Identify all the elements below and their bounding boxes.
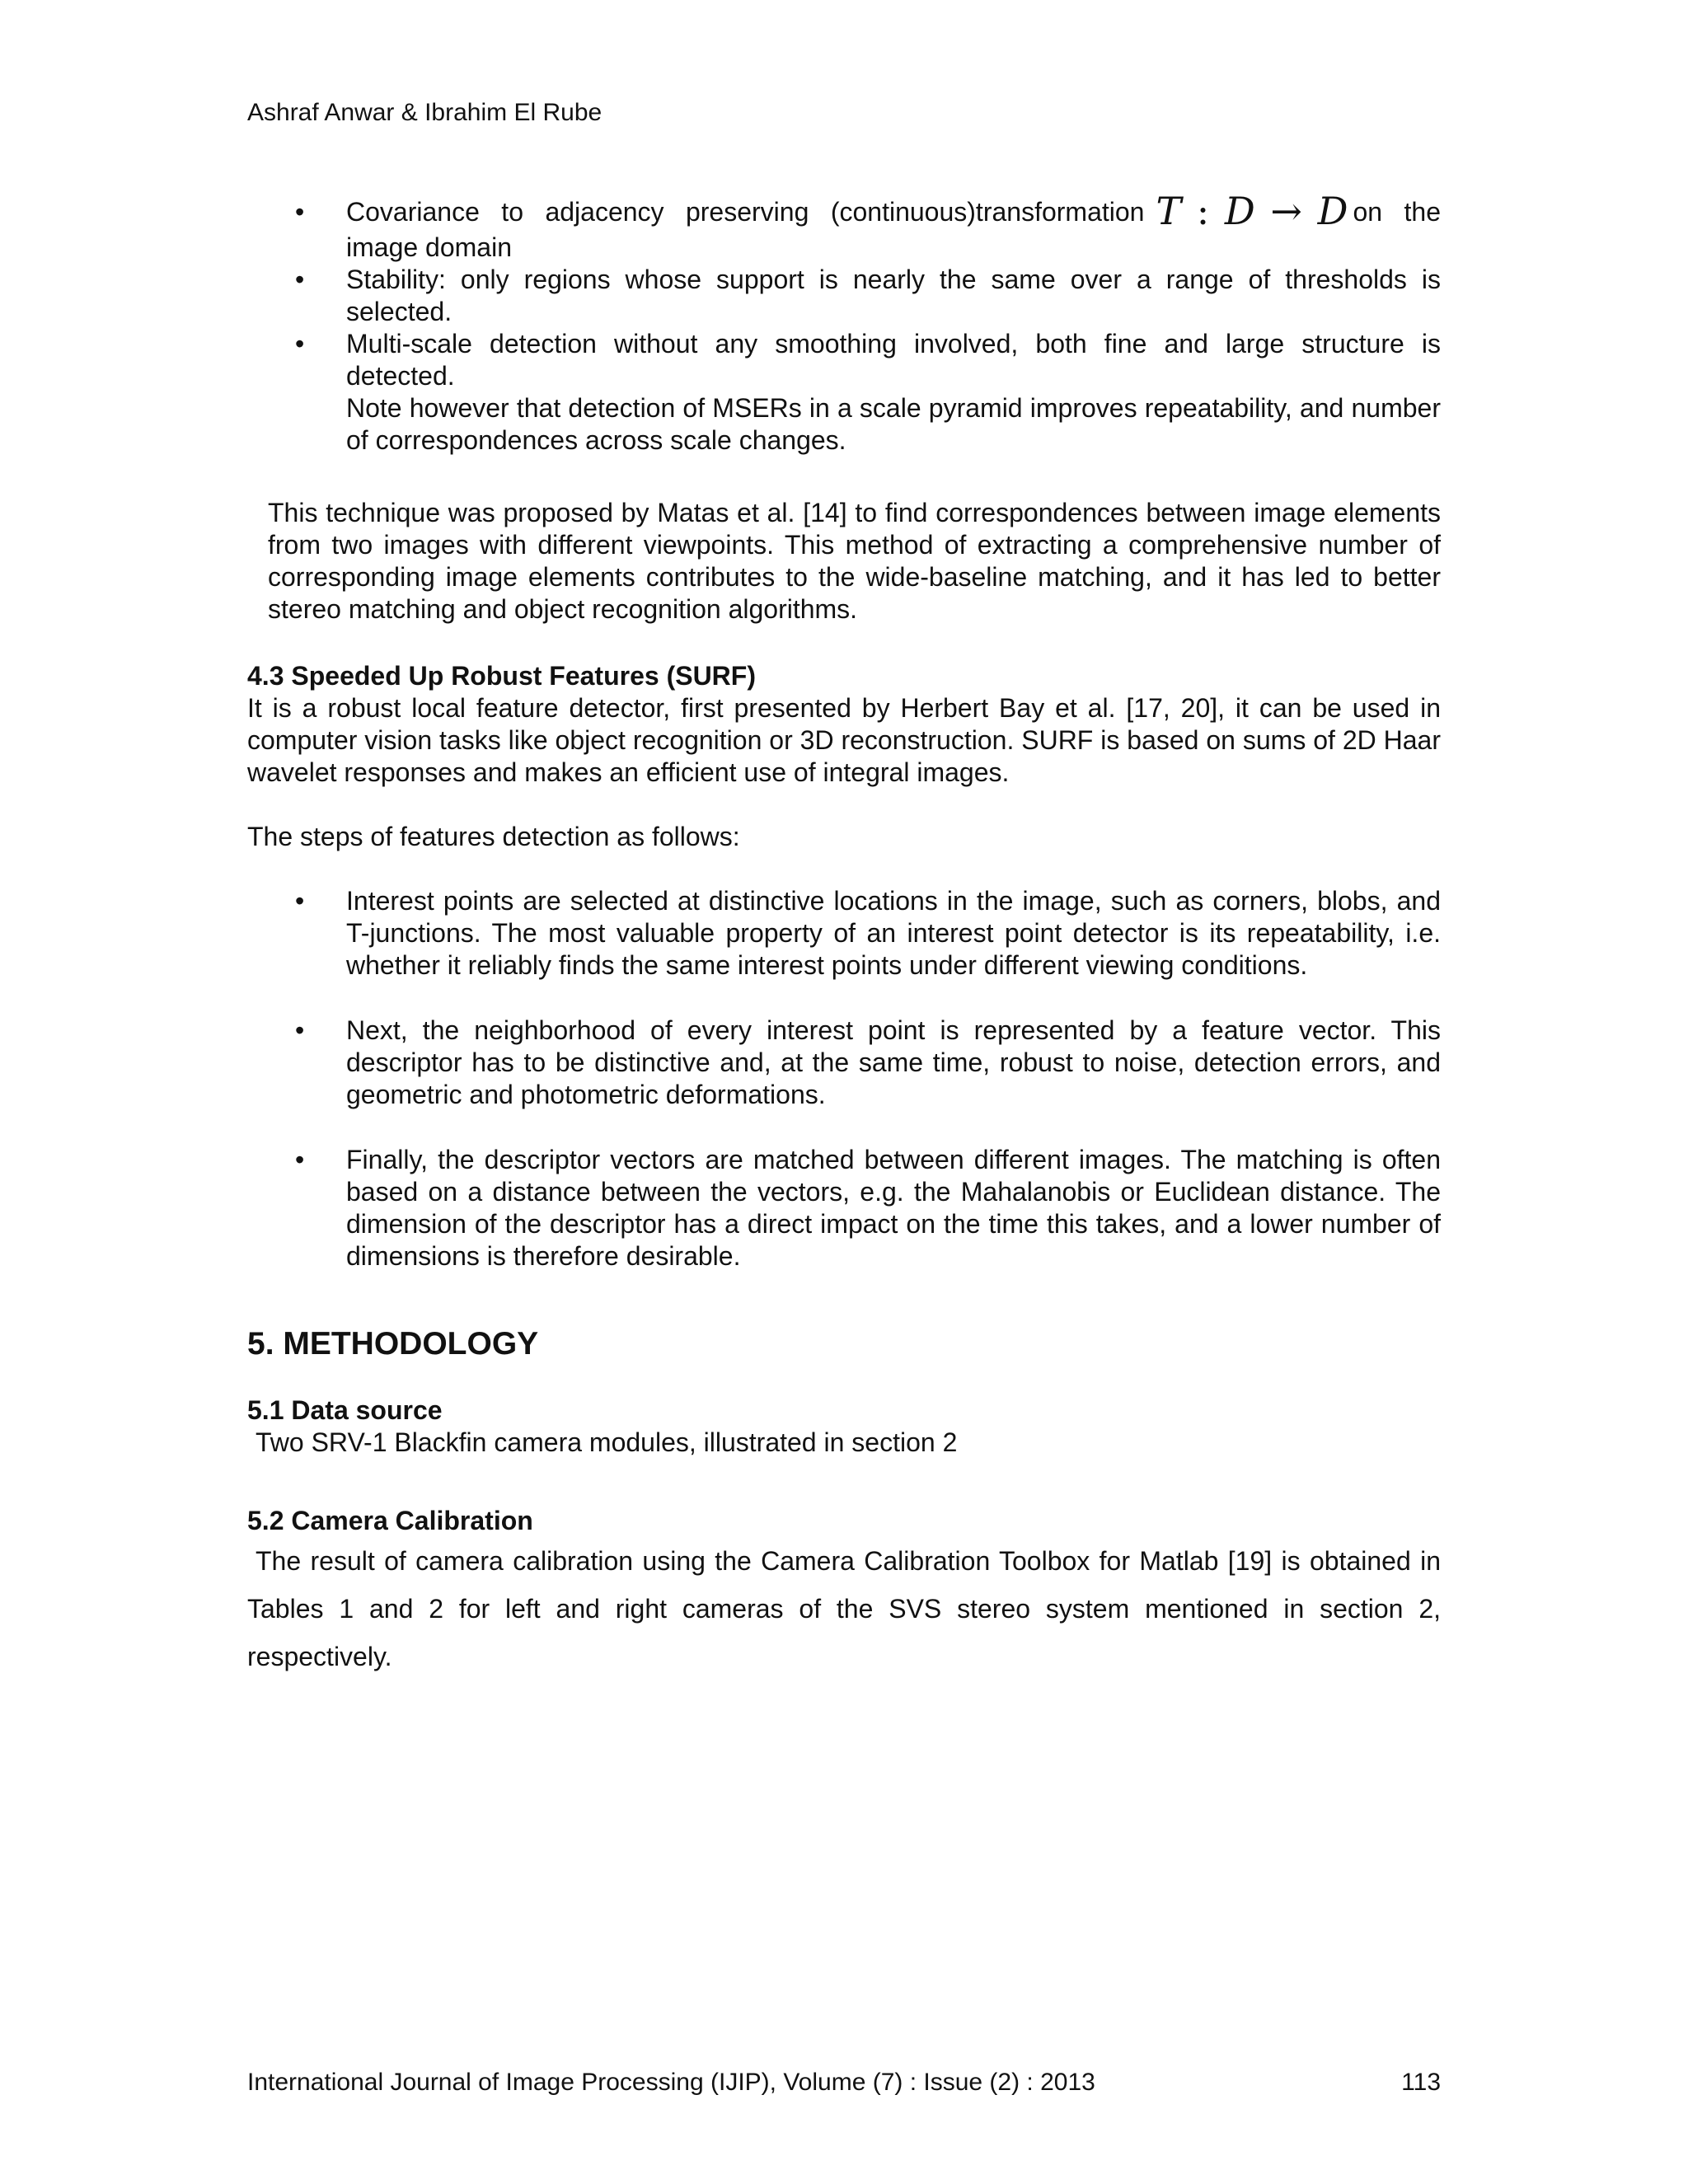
bullet-icon: • [295, 886, 305, 916]
list-item [247, 189, 1442, 264]
bullet-text: Interest points are selected at distinctive locations in the image, such as corners, blobs, and T-junctions. The most valuable property of an interest point detector is its repeatability, i.e. whether it reliably finds the same interest points under different viewing conditions. [346, 886, 1441, 980]
bullet-icon: • [295, 265, 305, 294]
list-item [247, 1144, 1441, 1272]
bullet-text: Next, the neighborhood of every interest point is represented by a feature vector. This descriptor has to be distinctive and, at the same time, robust to noise, detection errors, and geometric and photometric deformations. [346, 1015, 1441, 1109]
section-5-1-heading: 5.1 Data source [247, 1395, 443, 1425]
list-item [247, 1015, 1441, 1111]
math-D: D [1317, 189, 1350, 233]
math-T: T [1156, 189, 1184, 233]
bullet-text: Covariance to adjacency preserving (continuous)transformation [346, 197, 1145, 227]
list-item [247, 885, 1441, 982]
bullet-text: Stability: only regions whose support is nearly the same over a range of thresholds is selected. [346, 265, 1441, 326]
bullet-text: Finally, the descriptor vectors are matched between different images. The matching is often based on a distance between the vectors, e.g. the Mahalanobis or Euclidean distance. The dimension of the descriptor has a direct impact on the time this takes, and a lower number of dimensions is therefore desirable. [346, 1145, 1441, 1271]
bullet-icon: • [295, 1015, 305, 1045]
data-source-text: Two SRV-1 Blackfin camera modules, illustrated in section 2 [256, 1427, 958, 1457]
bullet-text: on the image domain [346, 197, 1442, 262]
bullet-icon: • [295, 197, 305, 227]
transformation-formula [1156, 189, 1350, 233]
math-arrow: → [1270, 189, 1304, 233]
bullet-icon: • [295, 329, 305, 359]
list-spacer [247, 982, 1441, 1015]
camera-calibration-text: The result of camera calibration using the Camera Calibration Toolbox for Matlab [19] is obtained in Tables 1 and 2 for left and right cameras of the SVS stereo system mentioned in section 2, respectively. [247, 1546, 1441, 1671]
surf-steps-list [247, 885, 1441, 1272]
section-5-heading: 5. METHODOLOGY [247, 1326, 539, 1361]
bullet-text: Multi-scale detection without any smoothing involved, both fine and large structure is detected. [346, 329, 1441, 391]
surf-paragraph: It is a robust local feature detector, first presented by Herbert Bay et al. [17, 20], it can be used in computer vision tasks like object recognition or 3D reconstruction. SURF is based on sums of 2D Haar wavelet responses and makes an efficient use of integral images. [247, 693, 1441, 787]
math-colon: : [1196, 189, 1212, 233]
section-5-2-heading: 5.2 Camera Calibration [247, 1506, 533, 1535]
bullet-note: Note however that detection of MSERs in a scale pyramid improves repeatability, and number of correspondences across scale changes. [346, 393, 1441, 455]
footer-journal: International Journal of Image Processing (IJIP), Volume (7) : Issue (2) : 2013 [247, 2069, 1095, 2096]
mser-properties-list [247, 189, 1442, 457]
steps-intro: The steps of features detection as follows: [247, 822, 740, 851]
math-D: D [1224, 189, 1257, 233]
list-item [247, 328, 1441, 457]
mser-paragraph: This technique was proposed by Matas et al. [14] to find correspondences between image elements from two images with different viewpoints. This method of extracting a comprehensive number of corresponding image elements contributes to the wide-baseline matching, and it has led to better stereo matching and object recognition algorithms. [268, 498, 1441, 624]
section-4-3-heading: 4.3 Speeded Up Robust Features (SURF) [247, 661, 756, 691]
list-spacer [247, 1111, 1441, 1144]
bullet-icon: • [295, 1145, 305, 1174]
list-item [247, 264, 1441, 328]
page-number: 113 [1401, 2069, 1441, 2096]
running-head-authors: Ashraf Anwar & Ibrahim El Rube [247, 99, 603, 126]
